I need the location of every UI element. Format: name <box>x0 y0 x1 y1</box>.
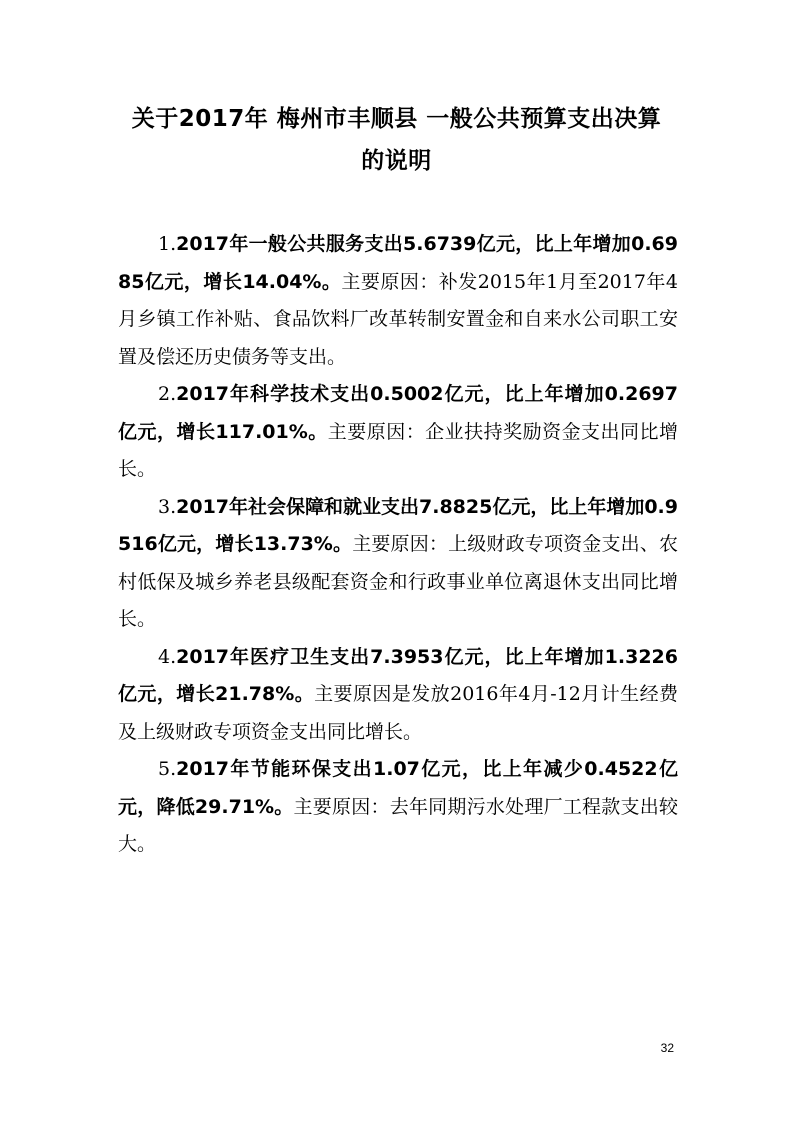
paragraph-1 <box>118 226 678 376</box>
page-title <box>0 98 793 182</box>
paragraph-summary: 2017年医疗卫生支出7.3953亿元，比上年增加1.3226亿元，增长21.78%。 <box>118 645 678 705</box>
document-body <box>118 226 678 864</box>
paragraph-summary: 2017年社会保障和就业支出7.8825亿元，比上年增加0.9516亿元，增长13.73%。 <box>118 495 678 555</box>
paragraph-2 <box>118 376 678 489</box>
title-line-1: 关于2017年 梅州市丰顺县 一般公共预算支出决算 <box>131 106 662 132</box>
paragraph-reason: 主要原因：上级财政专项资金支出、农村低保及城乡养老县级配套资金和行政事业单位离退休支出同比增长。 <box>118 533 678 630</box>
paragraph-reason: 主要原因是发放2016年4月-12月计生经费及上级财政专项资金支出同比增长。 <box>118 683 678 743</box>
paragraph-summary: 2017年科学技术支出0.5002亿元，比上年增加0.2697亿元，增长117.01%。 <box>118 383 678 443</box>
paragraph-5 <box>118 751 678 864</box>
paragraph-summary: 2017年节能环保支出1.07亿元，比上年减少0.4522亿元，降低29.71%。 <box>118 758 678 818</box>
page-number: 32 <box>660 1041 674 1055</box>
paragraph-number: 4. <box>158 645 177 668</box>
title-line-2: 的说明 <box>361 148 432 174</box>
paragraph-number: 3. <box>158 495 177 518</box>
paragraph-4 <box>118 639 678 752</box>
paragraph-3 <box>118 489 678 639</box>
paragraph-reason: 主要原因：企业扶持奖励资金支出同比增长。 <box>118 420 678 480</box>
paragraph-number: 1. <box>158 233 177 255</box>
paragraph-reason: 主要原因：去年同期污水处理厂工程款支出较大。 <box>118 795 678 855</box>
paragraph-number: 2. <box>158 383 177 405</box>
paragraph-summary: 2017年一般公共服务支出5.6739亿元，比上年增加0.6985亿元，增长14.04%。 <box>118 233 678 293</box>
paragraph-reason: 主要原因：补发2015年1月至2017年4月乡镇工作补贴、食品饮料厂改革转制安置金和自来水公司职工安置及偿还历史债务等支出。 <box>118 270 678 368</box>
paragraph-number: 5. <box>158 758 177 780</box>
